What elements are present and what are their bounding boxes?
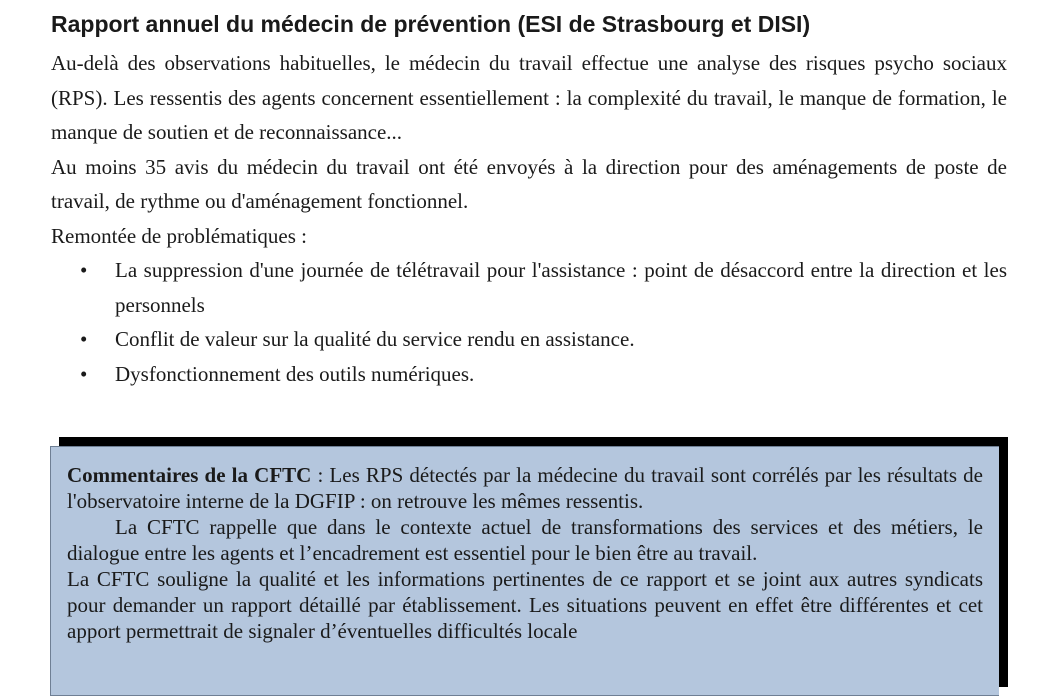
bullet-icon: •: [80, 258, 88, 282]
comment-paragraph-1: [67, 462, 983, 514]
comment-intro-text: : Les RPS détectés par la médecine du travail sont corrélés par les résultats de l'observatoire interne de la DGFIP : on retrouve les mêmes ressentis.: [67, 463, 983, 513]
bullet-icon: •: [80, 361, 88, 386]
comment-heading: Commentaires de la CFTC: [67, 463, 312, 487]
comment-paragraph-2: La CFTC rappelle que dans le contexte actuel de transformations des services et des métiers, le dialogue entre les agents et l’encadrement est essentiel pour le bien être au travail.: [67, 515, 983, 565]
report-body: [51, 46, 1007, 391]
page-title: Rapport annuel du médecin de prévention (ESI de Strasbourg et DISI): [51, 11, 811, 37]
list-item: [51, 253, 1007, 322]
issues-list: [51, 253, 1007, 391]
list-item-text: Dysfonctionnement des outils numériques.: [115, 361, 475, 386]
cftc-comment-box: [50, 446, 999, 696]
paragraph-rps-analysis: Au-delà des observations habituelles, le médecin du travail effectue une analyse des risques psycho sociaux (RPS). Les ressentis des agents concernent essentiellement : la complexité du travail, le manque de formation, le manque de soutien et de reconnaissance...: [51, 51, 1007, 144]
bullet-icon: •: [80, 327, 88, 351]
paragraph-medical-opinions: Au moins 35 avis du médecin du travail ont été envoyés à la direction pour des aménagements de poste de travail, de rythme ou d'aménagement fonctionnel.: [51, 154, 1007, 213]
list-item: [51, 322, 1007, 357]
list-item: [51, 357, 1007, 392]
comment-paragraph-3: La CFTC souligne la qualité et les informations pertinentes de ce rapport et se joint aux autres syndicats pour demander un rapport détaillé par établissement. Les situations peuvent en effet être différentes et cet apport permettrait de signaler d’éventuelles difficultés locale: [67, 567, 983, 643]
paragraph-issues-heading: Remontée de problématiques :: [51, 223, 308, 248]
list-item-text: Conflit de valeur sur la qualité du service rendu en assistance.: [115, 327, 635, 351]
list-item-text: La suppression d'une journée de télétravail pour l'assistance : point de désaccord entre la direction et les personnels: [115, 258, 1007, 317]
